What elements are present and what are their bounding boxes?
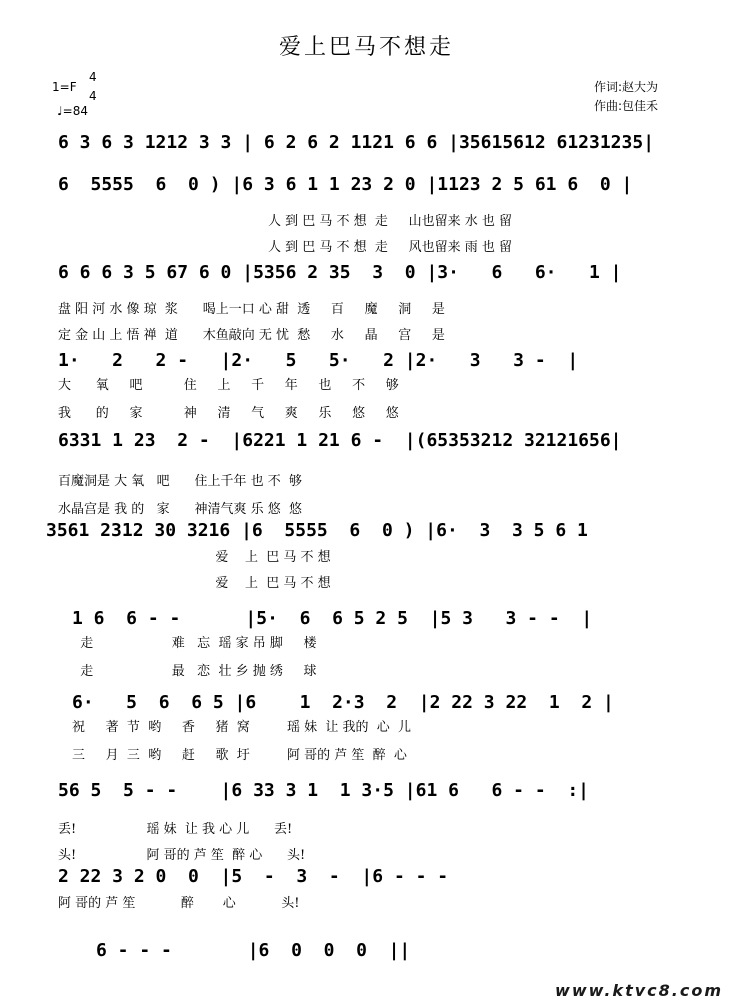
lyric-line-2: 走 最 恋 壮 乡 抛 绣 球: [72, 664, 317, 679]
lyric-line-1: 人 到 巴 马 不 想 走 山也留来 水 也 留: [268, 214, 512, 229]
tempo-marking: ♩=84: [57, 104, 88, 118]
notation-line: 1 6 6 - - |5· 6 6 5 2 5 |5 3 3 - - |: [72, 608, 593, 629]
lyric-line-1: 爱 上 巴 马 不 想: [46, 550, 331, 565]
lyric-line-2: 定 金 山 上 悟 禅 道 木鱼敲向 无 忧 愁 水 晶 宫 是: [58, 328, 445, 343]
lyric-line-2: 头! 阿 哥的 芦 笙 醉 心 头!: [58, 848, 306, 863]
notation-line: 6331 1 23 2 - |6221 1 21 6 - |(65353212 32121656|: [58, 430, 622, 451]
notation-line: 6 3 6 3 1212 3 3 | 6 2 6 2 1121 6 6 |35615612 61231235|: [58, 132, 655, 153]
notation-line: 6 5555 6 0 ) |6 3 6 1 1 23 2 0 |1123 2 5 61 6 0 |: [58, 174, 633, 195]
notation-line: 6 - - - |6 0 0 0 ||: [96, 940, 411, 961]
lyric-line-1: 阿 哥的 芦 笙 醉 心 头!: [58, 896, 300, 911]
time-signature-bottom: 4: [89, 89, 97, 103]
lyric-line-1: 祝 著 节 哟 香 猪 窝 瑶 妹 让 我的 心 儿: [72, 720, 412, 735]
notation-line: 1· 2 2 - |2· 5 5· 2 |2· 3 3 - |: [58, 350, 579, 371]
notation-line: 6 6 6 3 5 67 6 0 |5356 2 35 3 0 |3· 6 6· 1 |: [58, 262, 622, 283]
lyric-line-2: 人 到 巴 马 不 想 走 风也留来 雨 也 留: [268, 240, 512, 255]
lyric-line-1: 丢! 瑶 妹 让 我 心 儿 丢!: [58, 822, 293, 837]
composer-credit: 作曲:包佳禾: [594, 99, 659, 113]
lyric-line-1: 盘 阳 河 水 像 琼 浆 喝上一口 心 甜 透 百 魔 洞 是: [58, 302, 445, 317]
lyric-line-2: 爱 上 巴 马 不 想: [46, 576, 331, 591]
lyric-line-2: 我 的 家 神 清 气 爽 乐 悠 悠: [58, 406, 399, 421]
song-title: 爱上巴马不想走: [278, 35, 454, 60]
lyric-line-1: 百魔洞是 大 氧 吧 住上千年 也 不 够: [58, 474, 302, 489]
notation-line: 6· 5 6 6 5 |6 1 2·3 2 |2 22 3 22 1 2 |: [72, 692, 614, 713]
lyric-line-2: 三 月 三 哟 赶 歌 圩 阿 哥的 芦 笙 醉 心: [72, 748, 407, 763]
lyric-line-1: 大 氧 吧 住 上 千 年 也 不 够: [58, 378, 399, 393]
time-signature-top: 4: [89, 70, 97, 84]
lyricist-credit: 作词:赵大为: [594, 80, 659, 94]
lyric-line-2: 水晶宫是 我 的 家 神清气爽 乐 悠 悠: [58, 502, 302, 517]
site-watermark: www.ktvc8.com: [555, 981, 723, 1000]
key-signature: 1=F: [52, 80, 77, 94]
notation-line: 2 22 3 2 0 0 |5 - 3 - |6 - - -: [58, 866, 459, 887]
notation-line: 3561 2312 30 3216 |6 5555 6 0 ) |6· 3 3 5 6 1: [46, 520, 599, 541]
lyric-line-1: 走 难 忘 瑶 家 吊 脚 楼: [72, 636, 317, 651]
notation-line: 56 5 5 - - |6 33 3 1 1 3·5 |61 6 6 - - :|: [58, 780, 590, 801]
